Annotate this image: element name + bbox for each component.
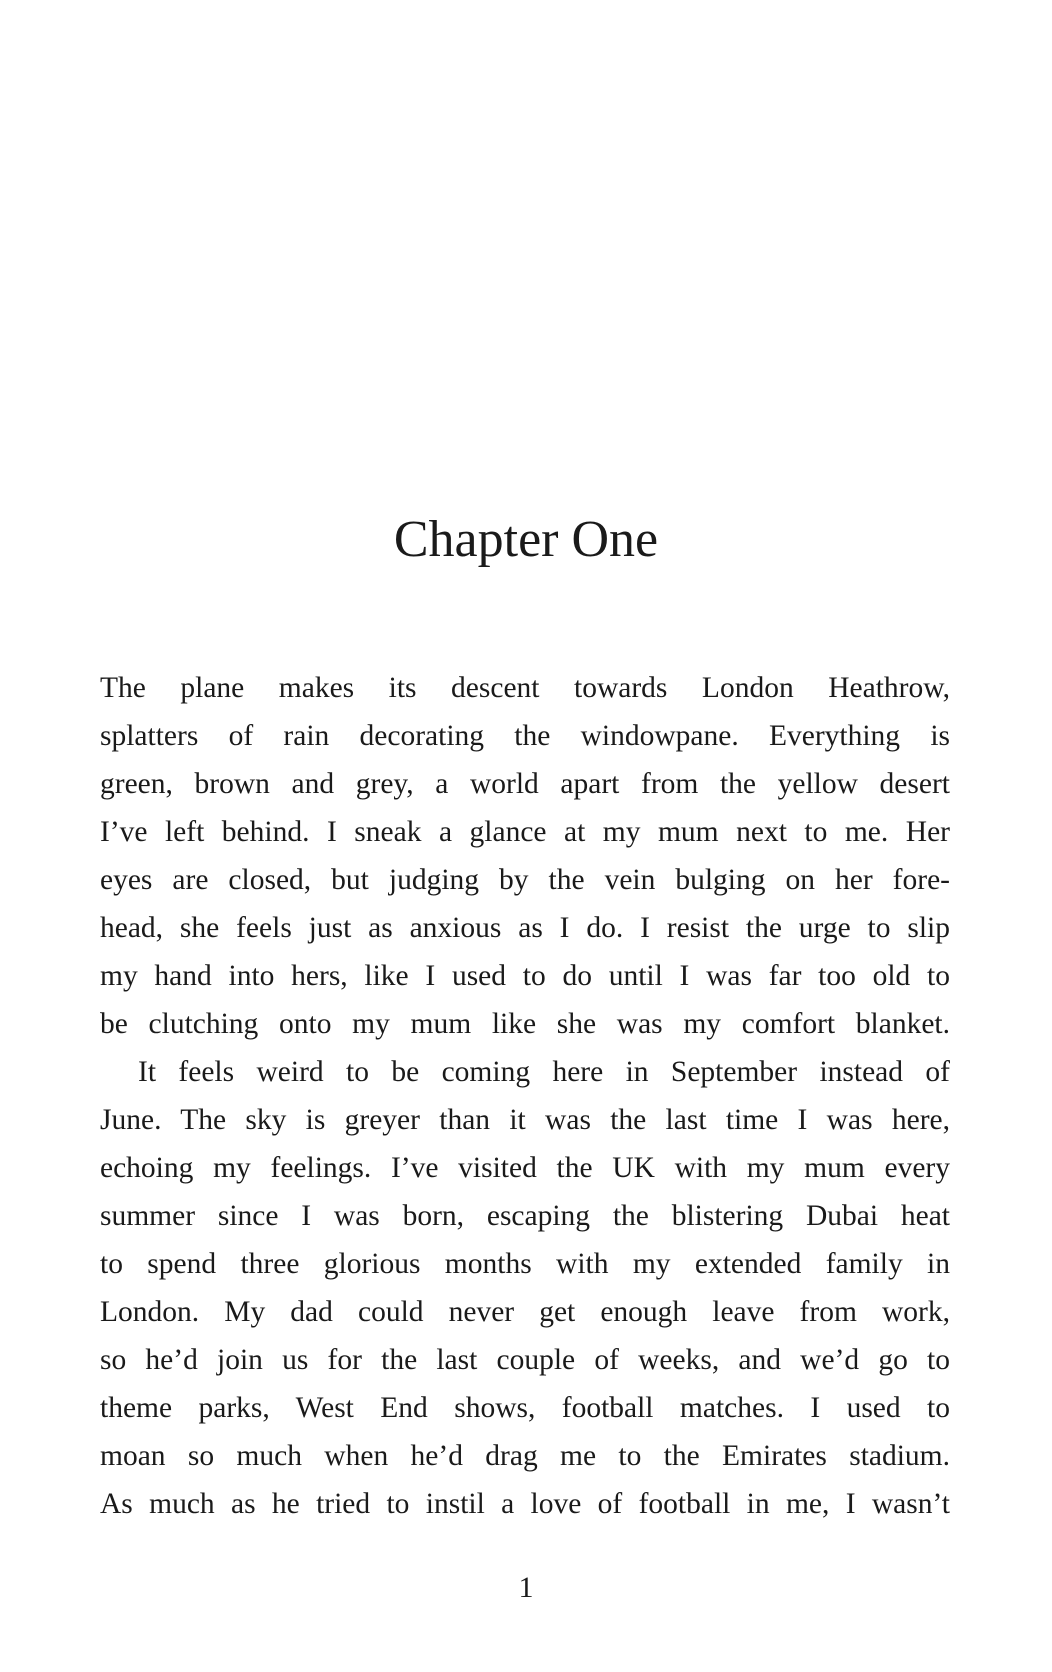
text-line: to spend three glorious months with my extended family in	[100, 1248, 950, 1280]
text-line: so he’d join us for the last couple of weeks, and we’d go to	[100, 1344, 950, 1376]
text-line: It feels weird to be coming here in September instead of	[138, 1056, 950, 1088]
text-line: green, brown and grey, a world apart from the yellow desert	[100, 768, 950, 800]
chapter-body	[100, 664, 950, 1528]
chapter-title: Chapter One	[393, 511, 659, 568]
text-line: eyes are closed, but judging by the vein bulging on her fore-	[100, 864, 950, 896]
text-line: June. The sky is greyer than it was the last time I was here,	[100, 1104, 950, 1136]
text-line: The plane makes its descent towards London Heathrow,	[100, 672, 950, 704]
text-line: theme parks, West End shows, football matches. I used to	[100, 1392, 950, 1424]
text-line: London. My dad could never get enough leave from work,	[100, 1296, 950, 1328]
paragraph-2	[100, 1048, 950, 1528]
text-line: As much as he tried to instil a love of football in me, I wasn’t	[100, 1488, 950, 1520]
text-line: splatters of rain decorating the windowpane. Everything is	[100, 720, 950, 752]
text-line: summer since I was born, escaping the blistering Dubai heat	[100, 1200, 950, 1232]
page-number: 1	[518, 1571, 534, 1604]
text-line: I’ve left behind. I sneak a glance at my mum next to me. Her	[100, 816, 950, 848]
text-line: head, she feels just as anxious as I do. I resist the urge to slip	[100, 912, 950, 944]
paragraph-1	[100, 664, 950, 1048]
text-line: be clutching onto my mum like she was my comfort blanket.	[100, 1008, 950, 1040]
text-line: my hand into hers, like I used to do until I was far too old to	[100, 960, 950, 992]
text-line: echoing my feelings. I’ve visited the UK with my mum every	[100, 1152, 950, 1184]
text-line: moan so much when he’d drag me to the Emirates stadium.	[100, 1440, 950, 1472]
